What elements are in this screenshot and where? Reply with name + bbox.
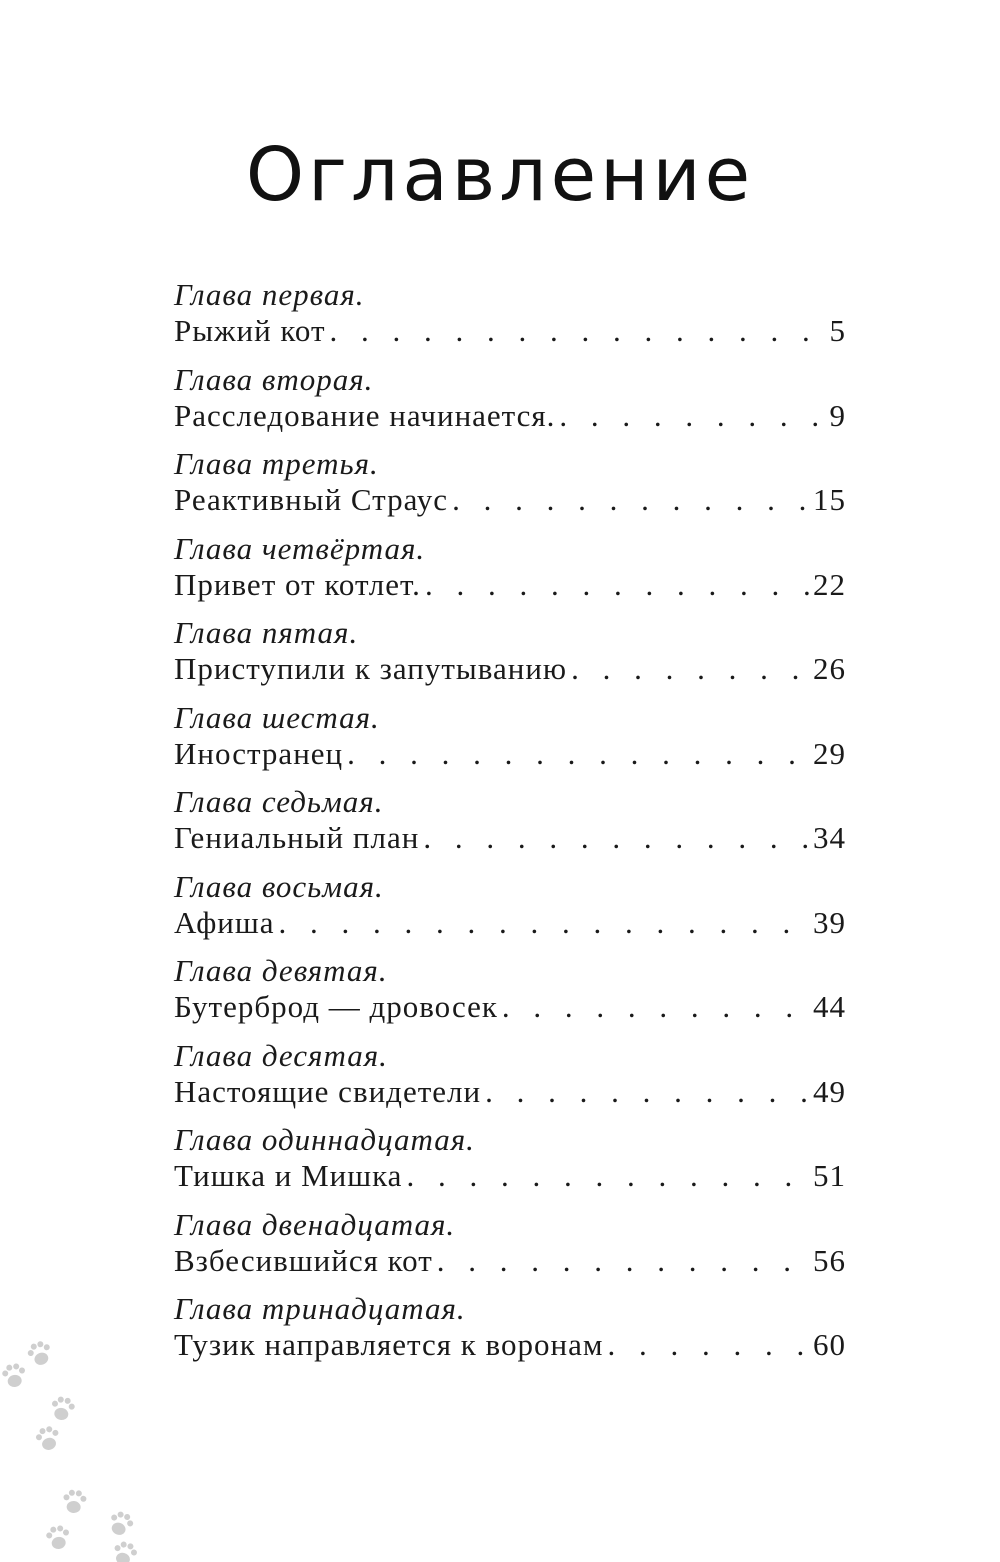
chapter-label: Глава двенадцатая.: [174, 1206, 456, 1242]
dot-leader: [485, 1073, 809, 1111]
chapter-title: Настоящие свидетели: [174, 1073, 482, 1109]
toc-entry[interactable]: [174, 445, 846, 530]
chapter-label: Глава вторая.: [174, 361, 374, 397]
chapter-title: Взбесившийся кот: [174, 1242, 433, 1278]
toc-entry[interactable]: [174, 1037, 846, 1122]
chapter-label: Глава восьмая.: [174, 868, 384, 904]
dot-leader: [571, 650, 809, 688]
chapter-title: Рыжий кот: [174, 313, 326, 348]
chapter-label: Глава десятая.: [174, 1037, 388, 1073]
page-number: 34: [813, 820, 846, 855]
toc-entry[interactable]: [174, 1121, 846, 1206]
page-number: 9: [829, 397, 846, 433]
dot-leader: [425, 566, 809, 604]
dot-leader: [347, 735, 809, 773]
dot-leader: [607, 1326, 809, 1364]
dot-leader: [330, 312, 826, 350]
page-number: 39: [813, 904, 846, 940]
dot-leader: [279, 904, 809, 942]
chapter-label: Глава четвёртая.: [174, 530, 426, 566]
page-number: 44: [813, 989, 846, 1024]
dot-leader: [423, 819, 809, 857]
chapter-label: Глава пятая.: [174, 615, 359, 650]
toc-entry[interactable]: [174, 952, 846, 1037]
page-number: 60: [813, 1327, 846, 1362]
toc-entry[interactable]: [174, 530, 846, 615]
page-number: 29: [813, 735, 846, 771]
page-number: 26: [813, 651, 846, 686]
chapter-label: Глава девятая.: [174, 953, 388, 988]
chapter-title: Тишка и Мишка: [174, 1158, 403, 1193]
toc-entry[interactable]: [174, 361, 846, 446]
toc-entry[interactable]: [174, 614, 846, 699]
page-number: 49: [813, 1073, 846, 1109]
dot-leader: [502, 988, 809, 1026]
chapter-title: Расследование начинается.: [174, 397, 556, 433]
toc-entry[interactable]: [174, 699, 846, 784]
chapter-label: Глава седьмая.: [174, 784, 384, 819]
dot-leader: [406, 1157, 809, 1195]
toc-entry[interactable]: [174, 276, 846, 361]
page-number: 5: [829, 313, 846, 348]
paw-prints-icon: [0, 1325, 150, 1562]
toc-entry[interactable]: [174, 1206, 846, 1291]
chapter-label: Глава одиннадцатая.: [174, 1122, 475, 1157]
page-number: 15: [813, 482, 846, 517]
dot-leader: [452, 481, 809, 519]
chapter-title: Бутерброд — дровосек: [174, 989, 498, 1024]
chapter-title: Иностранец: [174, 735, 344, 771]
table-of-contents: [174, 276, 846, 1375]
chapter-title: Афиша: [174, 904, 275, 940]
chapter-title: Гениальный план: [174, 820, 420, 855]
page-number: 56: [813, 1242, 846, 1278]
page-number: 22: [813, 566, 846, 602]
toc-entry[interactable]: [174, 1290, 846, 1375]
toc-entry[interactable]: [174, 868, 846, 953]
chapter-label: Глава третья.: [174, 446, 379, 481]
toc-entry[interactable]: [174, 783, 846, 868]
dot-leader: [437, 1242, 809, 1280]
chapter-title: Реактивный Страус: [174, 482, 449, 517]
chapter-title: Привет от котлет.: [174, 566, 421, 602]
chapter-label: Глава шестая.: [174, 699, 380, 735]
page-number: 51: [813, 1158, 846, 1193]
chapter-label: Глава тринадцатая.: [174, 1291, 466, 1326]
page-title: Оглавление: [245, 132, 755, 218]
chapter-label: Глава первая.: [174, 277, 365, 312]
chapter-title: Тузик направляется к воронам: [174, 1327, 604, 1362]
chapter-title: Приступили к запутыванию: [174, 651, 568, 686]
dot-leader: [559, 397, 825, 435]
